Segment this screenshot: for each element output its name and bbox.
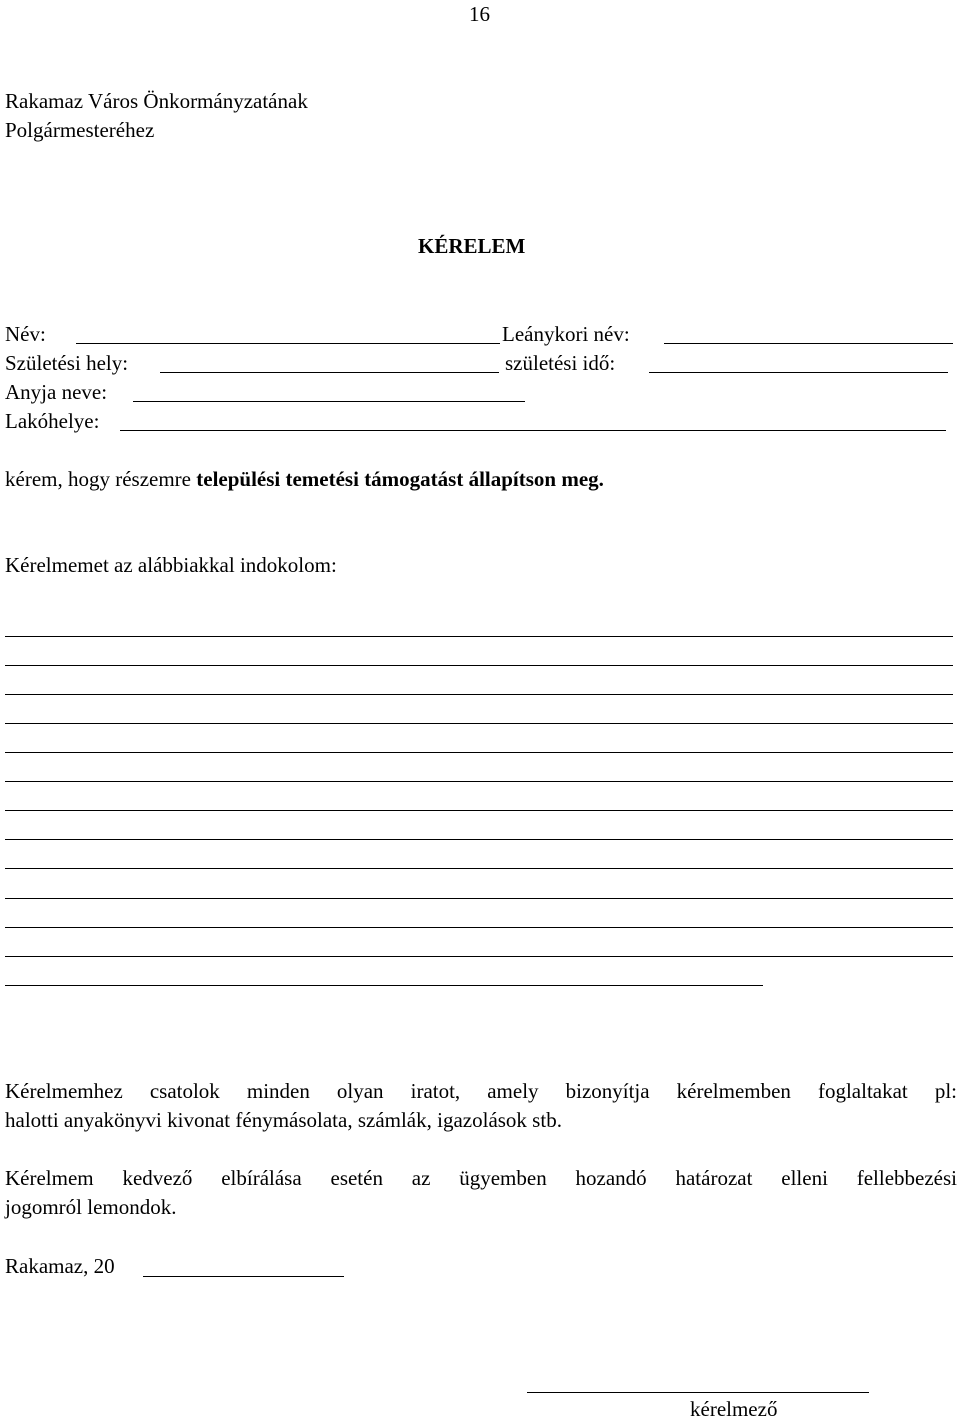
reason-line[interactable] bbox=[5, 839, 953, 840]
request-prefix: kérem, hogy részemre bbox=[5, 467, 197, 491]
attachments-line-1: Kérelmemhez csatolok minden olyan iratot, amely bizonyítja kérelmemben foglaltakat pl: bbox=[5, 1079, 957, 1103]
waiver-line-1: Kérelmem kedvező elbírálása esetén az ügyemben hozandó határozat elleni fellebbezési bbox=[5, 1166, 957, 1190]
reason-line[interactable] bbox=[5, 868, 953, 869]
residence-field[interactable] bbox=[120, 430, 946, 431]
mother-name-label: Anyja neve: bbox=[5, 380, 108, 404]
birth-place-field[interactable] bbox=[160, 372, 499, 373]
reason-line[interactable] bbox=[5, 898, 953, 899]
signature-label: kérelmező bbox=[690, 1397, 778, 1421]
reason-line[interactable] bbox=[5, 752, 953, 753]
reason-line-last[interactable] bbox=[5, 985, 763, 986]
name-label: Név: bbox=[5, 322, 46, 346]
residence-label: Lakóhelye: bbox=[5, 409, 100, 433]
reason-line[interactable] bbox=[5, 636, 953, 637]
reason-line[interactable] bbox=[5, 781, 953, 782]
date-field[interactable] bbox=[143, 1276, 344, 1277]
reason-label: Kérelmemet az alábbiakkal indokolom: bbox=[5, 553, 337, 577]
reason-line[interactable] bbox=[5, 694, 953, 695]
page-number: 16 bbox=[469, 2, 490, 26]
birth-date-label: születési idő: bbox=[505, 351, 616, 375]
name-field[interactable] bbox=[76, 343, 500, 344]
maiden-name-field[interactable] bbox=[664, 343, 953, 344]
reason-line[interactable] bbox=[5, 927, 953, 928]
attachments-line-2: halotti anyakönyvi kivonat fénymásolata, számlák, igazolások stb. bbox=[5, 1108, 562, 1132]
request-sentence bbox=[5, 469, 604, 490]
addressee-line-2: Polgármesteréhez bbox=[5, 118, 155, 142]
addressee-line-1: Rakamaz Város Önkormányzatának bbox=[5, 89, 308, 113]
request-emphasis: települési temetési támogatást állapítson meg. bbox=[196, 467, 604, 491]
date-label: Rakamaz, 20 bbox=[5, 1254, 115, 1278]
reason-line[interactable] bbox=[5, 723, 953, 724]
reason-line[interactable] bbox=[5, 956, 953, 957]
waiver-line-2: jogomról lemondok. bbox=[5, 1195, 177, 1219]
reason-line[interactable] bbox=[5, 810, 953, 811]
birth-date-field[interactable] bbox=[649, 372, 948, 373]
mother-name-field[interactable] bbox=[133, 401, 525, 402]
signature-line[interactable] bbox=[527, 1392, 869, 1393]
document-title: KÉRELEM bbox=[418, 234, 526, 258]
maiden-name-label: Leánykori név: bbox=[502, 322, 630, 346]
reason-line[interactable] bbox=[5, 665, 953, 666]
birth-place-label: Születési hely: bbox=[5, 351, 129, 375]
